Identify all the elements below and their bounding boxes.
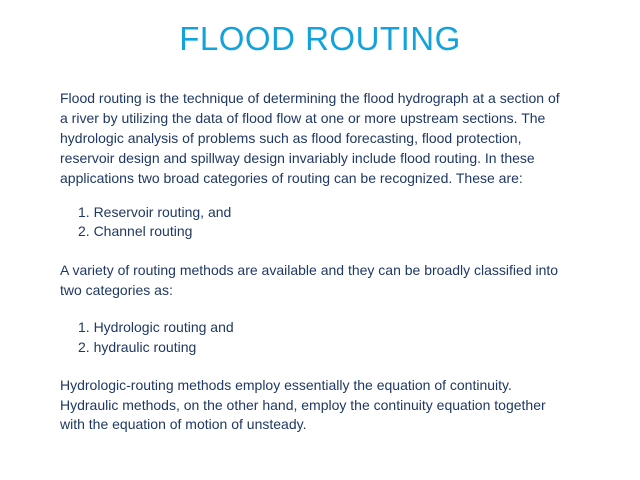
paragraph-line: applications two broad categories of routing can be recognized. These are: bbox=[60, 170, 523, 186]
slide-title: FLOOD ROUTING bbox=[179, 20, 461, 57]
paragraph-line: with the equation of motion of unsteady. bbox=[60, 416, 307, 432]
paragraph-line: hydrologic analysis of problems such as flood forecasting, flood protection, bbox=[60, 130, 522, 146]
paragraph-line: A variety of routing methods are available and they can be broadly classified into bbox=[60, 262, 559, 278]
paragraph-line: reservoir design and spillway design invariably include flood routing. In these bbox=[60, 150, 535, 166]
paragraph-line: Hydrologic-routing methods employ essentially the equation of continuity. bbox=[60, 377, 512, 393]
list-item: 2. hydraulic routing bbox=[78, 339, 197, 355]
paragraph-line: two categories as: bbox=[60, 282, 173, 298]
paragraph-line: Flood routing is the technique of determining the flood hydrograph at a section of bbox=[60, 90, 560, 106]
list-item: 2. Channel routing bbox=[78, 223, 193, 239]
paragraph-line: a river by utilizing the data of flood flow at one or more upstream sections. The bbox=[60, 110, 546, 126]
paragraph-line: Hydraulic methods, on the other hand, employ the continuity equation together bbox=[60, 397, 546, 413]
list-item: 1. Hydrologic routing and bbox=[78, 319, 234, 335]
list-item: 1. Reservoir routing, and bbox=[78, 204, 232, 220]
